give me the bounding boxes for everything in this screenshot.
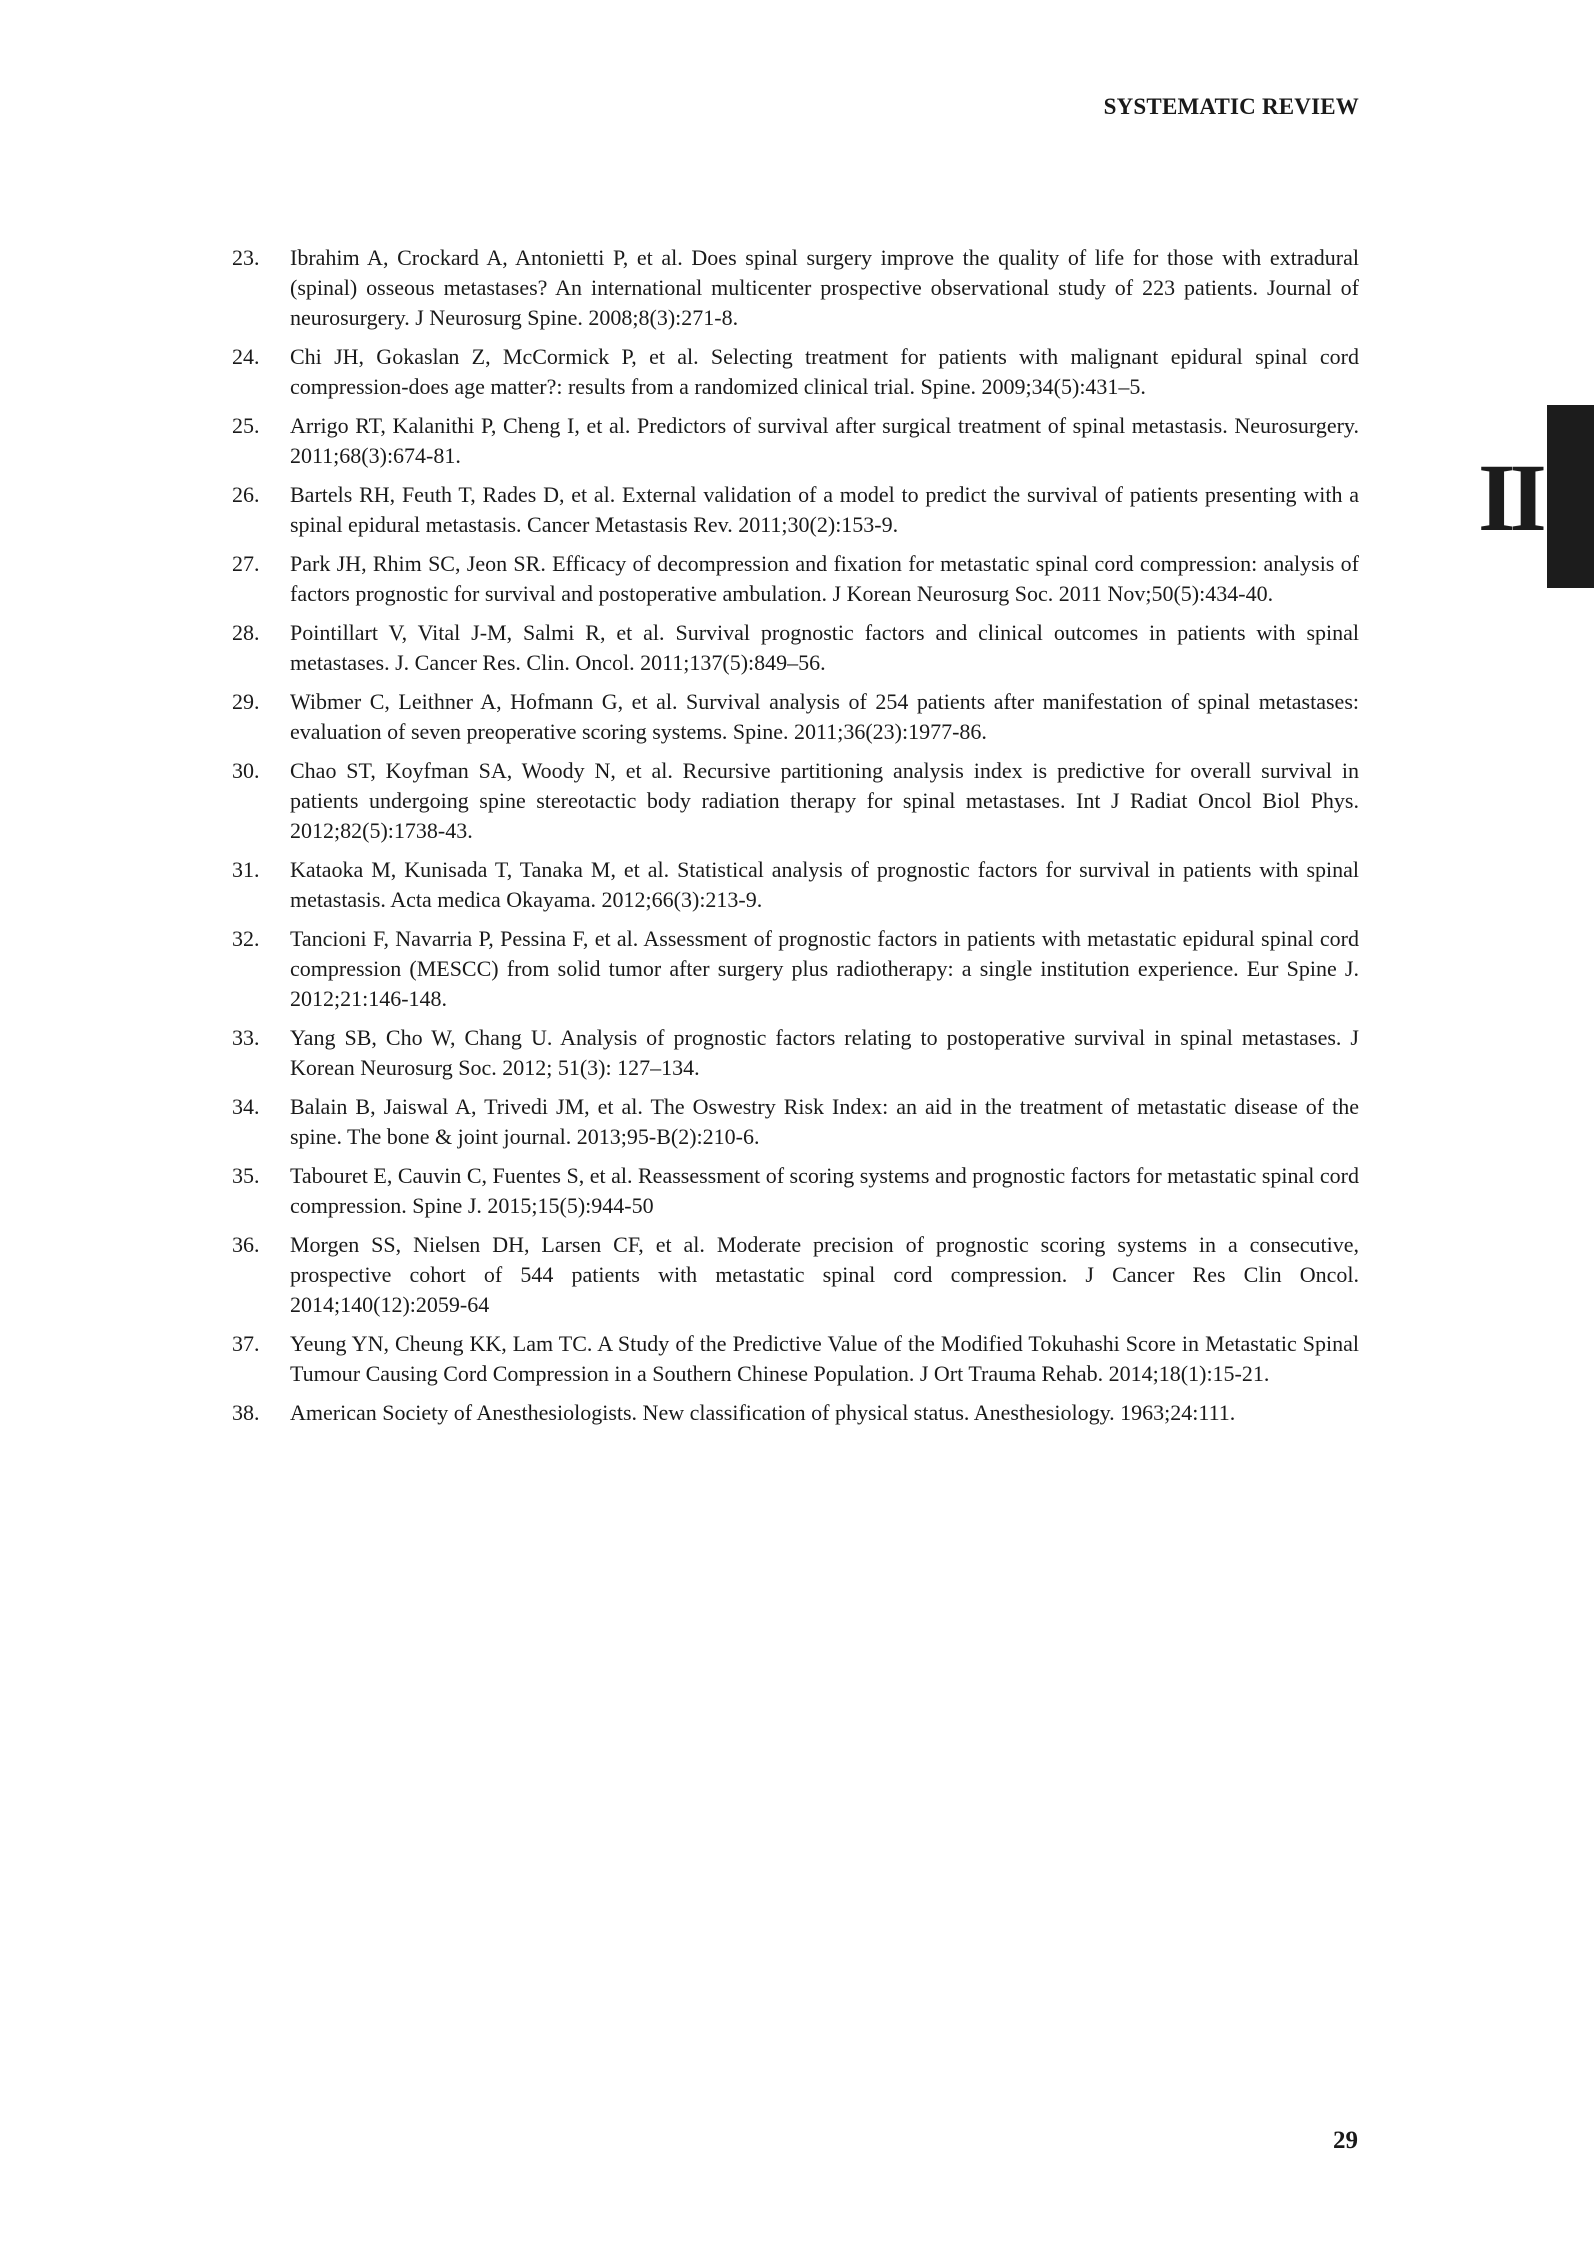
reference-text: Kataoka M, Kunisada T, Tanaka M, et al. Statistical analysis of prognostic factors for survival in patients with spinal metastasis. Acta medica Okayama. 2012;66(3):213-9.: [290, 857, 1359, 912]
reference-number: 30.: [232, 758, 260, 783]
reference-item: [232, 687, 1359, 747]
reference-text: Pointillart V, Vital J-M, Salmi R, et al. Survival prognostic factors and clinical outcomes in patients with spinal metastases. J. Cancer Res. Clin. Oncol. 2011;137(5):849–56.: [290, 620, 1359, 675]
reference-item: [232, 549, 1359, 609]
reference-text: Ibrahim A, Crockard A, Antonietti P, et al. Does spinal surgery improve the quality of life for those with extradural (spinal) osseous metastases? An international multicenter prospective observational study of 223 patients. Journal of neurosurgery. J Neurosurg Spine. 2008;8(3):271-8.: [290, 245, 1359, 330]
reference-item: [232, 1230, 1359, 1320]
chapter-numeral: II: [1478, 444, 1541, 551]
reference-number: 29.: [232, 689, 260, 714]
reference-number: 34.: [232, 1094, 260, 1119]
reference-item: [232, 1023, 1359, 1083]
reference-item: [232, 756, 1359, 846]
reference-number: 32.: [232, 926, 260, 951]
reference-number: 37.: [232, 1331, 260, 1356]
reference-text: Arrigo RT, Kalanithi P, Cheng I, et al. Predictors of survival after surgical treatment of spinal metastasis. Neurosurgery. 2011;68(3):674-81.: [290, 413, 1359, 468]
reference-number: 24.: [232, 344, 260, 369]
reference-text: Chi JH, Gokaslan Z, McCormick P, et al. Selecting treatment for patients with malignant epidural spinal cord compression-does age matter?: results from a randomized clinical trial. Spine. 2009;34(5):431–5.: [290, 344, 1359, 399]
reference-text: Morgen SS, Nielsen DH, Larsen CF, et al. Moderate precision of prognostic scoring systems in a consecutive, prospective cohort of 544 patients with metastatic spinal cord compression. J Cancer Res Clin Oncol. 2014;140(12):2059-64: [290, 1232, 1359, 1317]
reference-item: [232, 855, 1359, 915]
reference-text: Tancioni F, Navarria P, Pessina F, et al. Assessment of prognostic factors in patients with metastatic epidural spinal cord compression (MESCC) from solid tumor after surgery plus radiotherapy: a single institution experience. Eur Spine J. 2012;21:146-148.: [290, 926, 1359, 1011]
reference-item: [232, 411, 1359, 471]
reference-number: 27.: [232, 551, 260, 576]
running-header-title: SYSTEMATIC REVIEW: [1103, 94, 1359, 119]
reference-item: [232, 924, 1359, 1014]
reference-text: Balain B, Jaiswal A, Trivedi JM, et al. The Oswestry Risk Index: an aid in the treatment of metastatic disease of the spine. The bone & joint journal. 2013;95-B(2):210-6.: [290, 1094, 1359, 1149]
reference-number: 33.: [232, 1025, 260, 1050]
reference-text: Chao ST, Koyfman SA, Woody N, et al. Recursive partitioning analysis index is predictive for overall survival in patients undergoing spine stereotactic body radiation therapy for spinal metastases. Int J Radiat Oncol Biol Phys. 2012;82(5):1738-43.: [290, 758, 1359, 843]
reference-number: 38.: [232, 1400, 260, 1425]
reference-number: 36.: [232, 1232, 260, 1257]
reference-item: [232, 480, 1359, 540]
chapter-thumb-tab: [1547, 405, 1594, 588]
reference-text: Yeung YN, Cheung KK, Lam TC. A Study of the Predictive Value of the Modified Tokuhashi Score in Metastatic Spinal Tumour Causing Cord Compression in a Southern Chinese Population. J Ort Trauma Rehab. 2014;18(1):15-21.: [290, 1331, 1359, 1386]
reference-item: [232, 1161, 1359, 1221]
reference-text: Tabouret E, Cauvin C, Fuentes S, et al. Reassessment of scoring systems and prognostic factors for metastatic spinal cord compression. Spine J. 2015;15(5):944-50: [290, 1163, 1359, 1218]
reference-number: 35.: [232, 1163, 260, 1188]
reference-text: Yang SB, Cho W, Chang U. Analysis of prognostic factors relating to postoperative survival in spinal metastases. J Korean Neurosurg Soc. 2012; 51(3): 127–134.: [290, 1025, 1359, 1080]
reference-item: [232, 1092, 1359, 1152]
reference-number: 23.: [232, 245, 260, 270]
reference-number: 26.: [232, 482, 260, 507]
reference-list: [232, 243, 1359, 1437]
reference-text: American Society of Anesthesiologists. New classification of physical status. Anesthesiology. 1963;24:111.: [290, 1400, 1236, 1425]
reference-text: Park JH, Rhim SC, Jeon SR. Efficacy of decompression and fixation for metastatic spinal cord compression: analysis of factors prognostic for survival and postoperative ambulation. J Korean Neurosurg Soc. 2011 Nov;50(5):434-40.: [290, 551, 1359, 606]
reference-text: Bartels RH, Feuth T, Rades D, et al. External validation of a model to predict the survival of patients presenting with a spinal epidural metastasis. Cancer Metastasis Rev. 2011;30(2):153-9.: [290, 482, 1359, 537]
reference-item: [232, 1329, 1359, 1389]
reference-number: 31.: [232, 857, 260, 882]
page-number: 29: [1333, 2127, 1358, 2154]
reference-number: 28.: [232, 620, 260, 645]
reference-item: [232, 1398, 1359, 1428]
reference-text: Wibmer C, Leithner A, Hofmann G, et al. Survival analysis of 254 patients after manifestation of spinal metastases: evaluation of seven preoperative scoring systems. Spine. 2011;36(23):1977-86.: [290, 689, 1359, 744]
reference-item: [232, 342, 1359, 402]
reference-item: [232, 618, 1359, 678]
reference-number: 25.: [232, 413, 260, 438]
reference-item: [232, 243, 1359, 333]
